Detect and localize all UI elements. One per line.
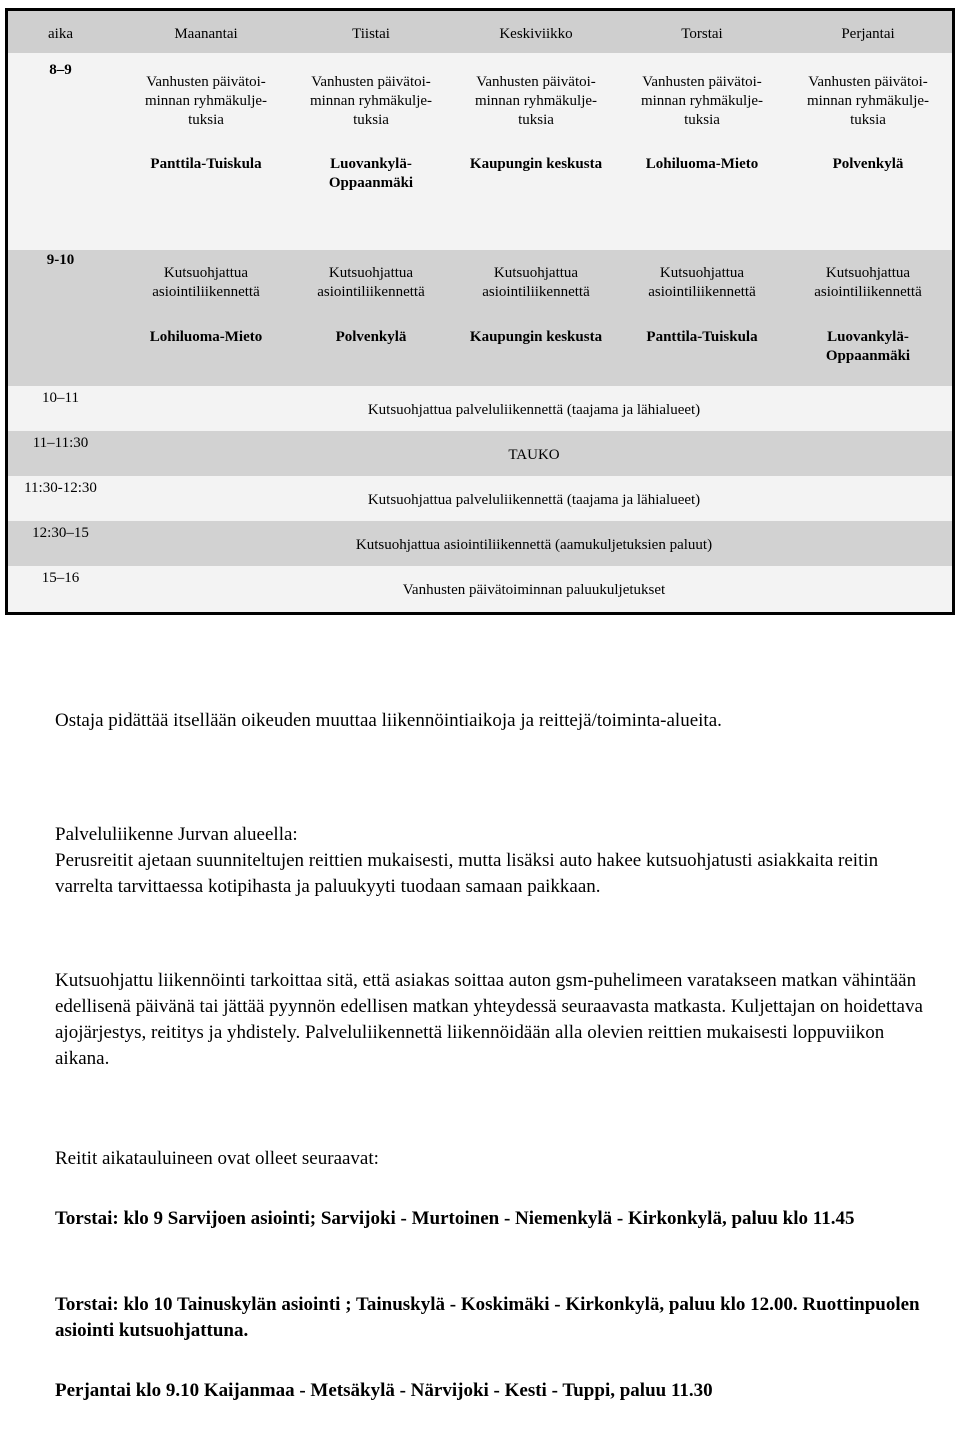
row-time: 10–11	[42, 390, 79, 406]
span-cell: Kutsuohjattua asiointiliikennettä (aamukuljetuksien paluut)	[355, 537, 713, 553]
service-description	[55, 822, 925, 900]
area-cell: Lohiluoma-Mieto	[149, 329, 263, 345]
table-row	[8, 566, 952, 612]
service-cell: Vanhusten päivätoi- minnan ryhmäkulje- tuksia	[474, 74, 598, 128]
route-1-text: Torstai: klo 9 Sarvijoen asiointi; Sarvijoki - Murtoinen - Niemenkylä - Kirkonkylä, paluu klo 11.45	[55, 1208, 855, 1229]
table-row	[8, 521, 952, 566]
service-cell: Vanhusten päivätoi- minnan ryhmäkulje- tuksia	[806, 74, 930, 128]
header-monday: Maanantai	[174, 26, 238, 42]
table-row	[8, 386, 952, 431]
area-cell: Polvenkylä	[335, 329, 407, 345]
header-wednesday: Keskiviikko	[499, 26, 573, 42]
row-time: 12:30–15	[32, 525, 89, 541]
header-time: aika	[48, 26, 73, 42]
row-time: 11:30-12:30	[24, 480, 97, 496]
route-3	[55, 1378, 925, 1404]
header-friday: Perjantai	[841, 26, 895, 42]
area-cell: Kaupungin keskusta	[469, 329, 603, 345]
service-cell: Kutsuohjattua asiointiliikennettä	[482, 265, 590, 300]
row-time: 9-10	[46, 252, 75, 268]
route-2-text: Torstai: klo 10 Tainuskylän asiointi ; Tainuskylä - Koskimäki - Kirkonkylä, paluu klo 12.00. Ruottinpuolen asiointi kutsuohjattuna.	[55, 1294, 920, 1341]
routes-intro	[55, 1146, 925, 1172]
service-cell: Vanhusten päivätoi- minnan ryhmäkulje- tuksia	[144, 74, 268, 128]
span-cell: Kutsuohjattua palveluliikennettä (taajama ja lähialueet)	[367, 402, 701, 418]
paragraph-demand: Kutsuohjattu liikennöinti tarkoittaa sitä, että asiakas soittaa auton gsm-puhelimeen varatakseen matkan vähintään edellisenä päivänä tai jättää pyynnön edellisen matkan yhteydessä seuraavasta matkasta. Kuljettajan on hoidettava ajojärjestys, reititys ja yhdistely. Palveluliikennettä liikennöidään alla olevien reittien mukaisesti loppuviikon aikana.	[55, 970, 923, 1069]
header-tuesday: Tiistai	[352, 26, 390, 42]
service-cell: Kutsuohjattua asiointiliikennettä	[814, 265, 922, 300]
span-cell: TAUKO	[508, 447, 560, 463]
table-row	[8, 53, 952, 250]
service-cell: Kutsuohjattua asiointiliikennettä	[317, 265, 425, 300]
header-thursday: Torstai	[681, 26, 723, 42]
area-cell: Polvenkylä	[832, 156, 904, 172]
note-paragraph	[55, 708, 925, 734]
row-time: 15–16	[41, 570, 80, 586]
area-cell: Panttila-Tuiskula	[646, 329, 758, 345]
table-row	[8, 250, 952, 386]
area-cell: Luovankylä- Oppaanmäki	[825, 329, 911, 364]
row-time: 11–11:30	[32, 435, 89, 451]
table-row	[8, 476, 952, 521]
paragraph-routes: Perusreitit ajetaan suunniteltujen reittien mukaisesti, mutta lisäksi auto hakee kutsuohjatusti asiakkaita reitin varrelta tarvittaessa kotipihasta ja paluukyyti tuodaan samaan paikkaan.	[55, 850, 879, 897]
table-row	[8, 431, 952, 476]
route-3-text: Perjantai klo 9.10 Kaijanmaa - Metsäkylä - Närvijoki - Kesti - Tuppi, paluu 11.30	[55, 1380, 713, 1401]
service-cell: Kutsuohjattua asiointiliikennettä	[648, 265, 756, 300]
section-heading: Palveluliikenne Jurvan alueella	[55, 824, 293, 845]
area-cell: Lohiluoma-Mieto	[645, 156, 759, 172]
schedule-table	[5, 8, 955, 615]
route-1	[55, 1206, 925, 1232]
service-cell: Kutsuohjattua asiointiliikennettä	[152, 265, 260, 300]
service-explanation	[55, 968, 925, 1072]
service-cell: Vanhusten päivätoi- minnan ryhmäkulje- tuksia	[640, 74, 764, 128]
span-cell: Vanhusten päivätoiminnan paluukuljetukset	[402, 582, 666, 598]
heading-colon: :	[292, 824, 298, 845]
area-cell: Kaupungin keskusta	[469, 156, 603, 172]
table-header	[8, 11, 952, 53]
routes-intro-text: Reitit aikatauluineen ovat olleet seuraavat:	[55, 1148, 379, 1169]
row-time: 8–9	[49, 62, 72, 78]
service-cell: Vanhusten päivätoi- minnan ryhmäkulje- tuksia	[309, 74, 433, 128]
area-cell: Luovankylä- Oppaanmäki	[328, 156, 414, 191]
span-cell: Kutsuohjattua palveluliikennettä (taajama ja lähialueet)	[367, 492, 701, 508]
route-2	[55, 1292, 925, 1344]
note-text: Ostaja pidättää itsellään oikeuden muuttaa liikennöintiaikoja ja reittejä/toiminta-alueita.	[55, 710, 722, 731]
area-cell: Panttila-Tuiskula	[150, 156, 262, 172]
